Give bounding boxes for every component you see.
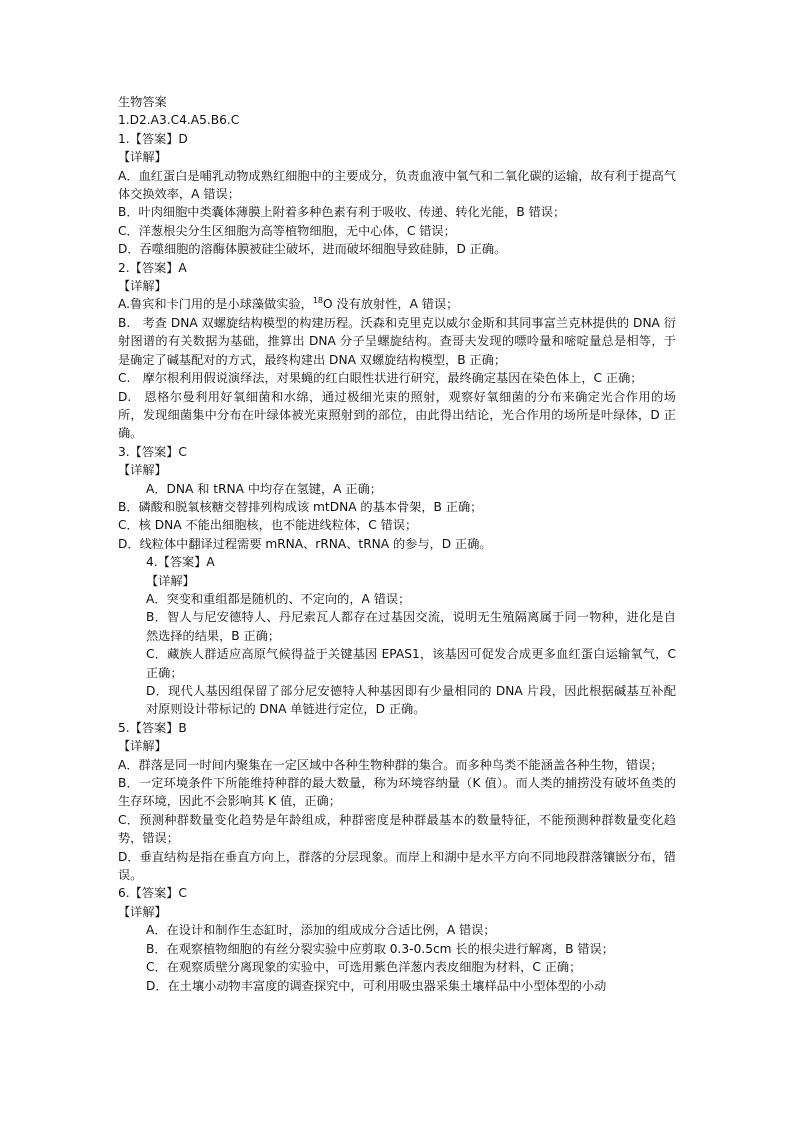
q2-detail-header: 【详解】 bbox=[118, 279, 167, 294]
q5-option-c: C．预测种群数量变化趋势是年龄组成，种群密度是种群最基本的数量特征，不能预测种群数量变化趋势，错误； bbox=[118, 812, 676, 846]
q3-answer: 3.【答案】C bbox=[118, 444, 187, 459]
q2-option-a-post: O 没有放射性，A 错误； bbox=[323, 297, 459, 312]
q3-option-a: A．DNA 和 tRNA 中均存在氢键，A 正确； bbox=[146, 481, 382, 496]
q1-option-c: C．洋葱根尖分生区细胞为高等植物细胞，无中心体，C 错误； bbox=[118, 223, 456, 238]
q6-option-b: B．在观察植物细胞的有丝分裂实验中应剪取 0.3-0.5cm 长的根尖进行解离，B 错误； bbox=[146, 941, 614, 956]
q5-answer: 5.【答案】B bbox=[118, 720, 187, 735]
q5-option-b: B．一定环境条件下所能维持种群的最大数量，称为环境容纳量（K 值）。而人类的捕捞没有破坏鱼类的生存环境，因此不会影响其 K 值，正确； bbox=[118, 776, 676, 809]
q3-detail-header: 【详解】 bbox=[118, 463, 167, 478]
q6-option-c: C．在观察质壁分离现象的实验中，可选用紫色洋葱内表皮细胞为材料，C 正确； bbox=[146, 960, 582, 975]
q1-option-b: B．叶肉细胞中类囊体薄膜上附着多种色素有利于吸收、传递、转化光能，B 错误； bbox=[118, 205, 566, 220]
document-title: 生物答案 bbox=[118, 95, 167, 109]
q3-option-c: C．核 DNA 不能出细胞核，也不能进线粒体，C 错误； bbox=[118, 518, 418, 533]
q2-option-a-sup: 18 bbox=[312, 296, 323, 306]
q3-option-b: B．磷酸和脱氧核糖交替排列构成该 mtDNA 的基本骨架，B 正确； bbox=[118, 499, 483, 514]
q4-option-d: D．现代人基因组保留了部分尼安德特人种基因即有少量相同的 DNA 片段，因此根据碱基互补配对原则设计带标记的 DNA 单链进行定位，D 正确。 bbox=[146, 684, 676, 717]
q4-answer: 4.【答案】A bbox=[146, 555, 215, 570]
q5-detail-header: 【详解】 bbox=[118, 739, 167, 754]
q2-option-a-pre: A.鲁宾和卡门用的是小球藻做实验， bbox=[118, 297, 313, 312]
q2-option-a bbox=[118, 295, 676, 313]
question-2 bbox=[118, 259, 676, 443]
q1-option-d: D．吞噬细胞的溶酶体膜被硅尘破坏，进而破坏细胞导致硅肺，D 正确。 bbox=[118, 242, 507, 257]
q4-option-b: B．智人与尼安德特人、丹尼索瓦人都存在过基因交流，说明无生殖隔离属于同一物种，进化是自然选择的结果，B 正确； bbox=[146, 610, 676, 643]
q1-answer: 1.【答案】D bbox=[118, 131, 188, 146]
q5-option-d: D．垂直结构是指在垂直方向上，群落的分层现象。而岸上和湖中是水平方向不同地段群落镶嵌分布，错误。 bbox=[118, 849, 676, 883]
q5-option-a: A．群落是同一时间内聚集在一定区域中各种生物种群的集合。而多种鸟类不能涵盖各种生物，错误； bbox=[118, 757, 663, 772]
q2-answer: 2.【答案】A bbox=[118, 260, 187, 275]
question-4 bbox=[118, 553, 676, 719]
q1-option-a: A．血红蛋白是哺乳动物成熟红细胞中的主要成分，负责血液中氧气和二氧化碳的运输，故有利于提高气体交换效率，A 错误； bbox=[118, 168, 676, 202]
q6-detail-header: 【详解】 bbox=[118, 904, 167, 919]
q1-detail-header: 【详解】 bbox=[118, 150, 167, 165]
q2-option-c: C. 摩尔根利用假说演绎法，对果蝇的红白眼性状进行研究，最终确定基因在染色体上，C 正确； bbox=[118, 371, 643, 386]
q2-option-b: B. 考查 DNA 双螺旋结构模型的构建历程。沃森和克里克以威尔金斯和其同事富兰克林提供的 DNA 衍射图谱的有关数据为基础，推算出 DNA 分子呈螺旋结构。查哥夫发现的嘌呤量和嘧啶量总是相等，于是确定了碱基配对的方式，最终构建出 DNA 双螺旋结构模型，B 正确； bbox=[118, 315, 676, 367]
q3-option-d: D．线粒体中翻译过程需要 mRNA、rRNA、tRNA 的参与，D 正确。 bbox=[118, 536, 492, 551]
q6-answer: 6.【答案】C bbox=[118, 886, 187, 901]
q4-option-a: A．突变和重组都是随机的、不定向的，A 错误； bbox=[146, 591, 411, 606]
question-5 bbox=[118, 719, 676, 885]
q4-detail-header: 【详解】 bbox=[146, 573, 195, 588]
question-6 bbox=[118, 884, 676, 994]
q2-option-d: D. 恩格尔曼利用好氧细菌和水绵，通过极细光束的照射，观察好氧细菌的分布来确定光合作用的场所，发现细菌集中分布在叶绿体被光束照射到的部位，由此得出结论，光合作用的场所是叶绿体，D 正确。 bbox=[118, 389, 676, 441]
question-3 bbox=[118, 443, 676, 553]
question-1 bbox=[118, 130, 676, 259]
answer-summary: 1.D2.A3.C4.A5.B6.C bbox=[118, 113, 240, 128]
q6-option-d: D．在土壤小动物丰富度的调查探究中，可利用吸虫器采集土壤样品中小型体型的小动 bbox=[146, 978, 607, 993]
q4-option-c: C．藏族人群适应高原气候得益于关键基因 EPAS1，该基因可促发合成更多血红蛋白运输氧气，C 正确； bbox=[146, 647, 676, 680]
q6-option-a: A．在设计和制作生态缸时，添加的组成成分合适比例，A 错误； bbox=[146, 923, 496, 938]
